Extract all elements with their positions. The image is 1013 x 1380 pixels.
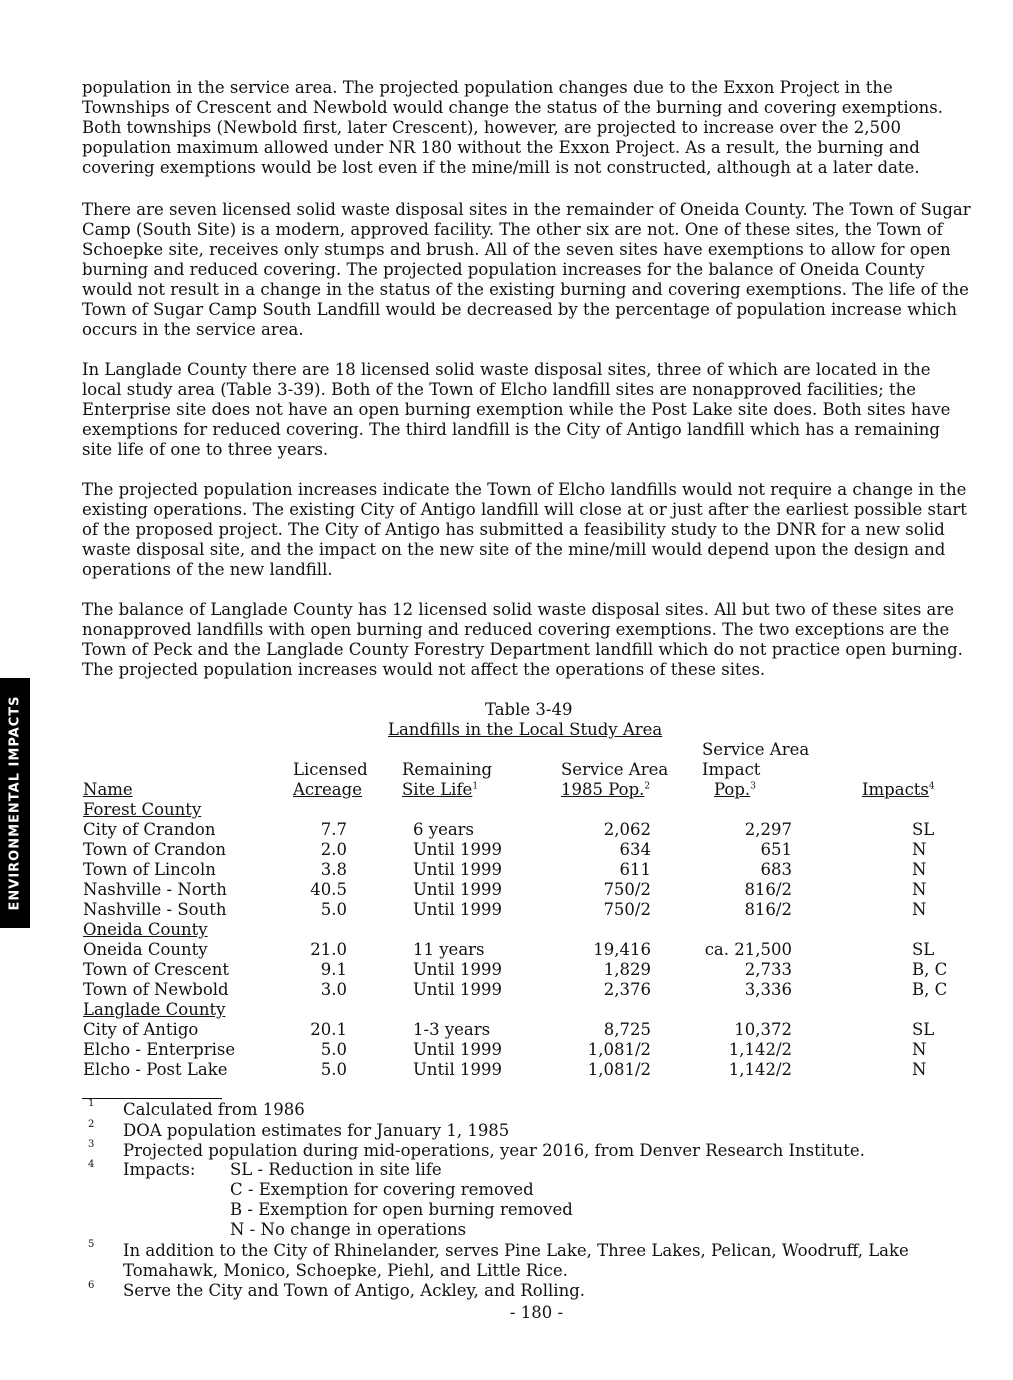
row-life: Until 1999 bbox=[413, 960, 502, 979]
paragraph-5: The balance of Langlade County has 12 licensed solid waste disposal sites. All but two of these sites are nonapproved landfills with open burning and reduced covering exemptions. The two exceptions are the Town of Peck and the Langlade County Forestry Department landfill which do not practice open burning. The projected population increases would not affect the operations of these sites. bbox=[82, 600, 963, 679]
row-impact-pop: 816/2 bbox=[744, 900, 792, 919]
row-pop: 1,829 bbox=[603, 960, 651, 979]
row-life: Until 1999 bbox=[413, 880, 502, 899]
header-impact-top2: Impact bbox=[702, 760, 761, 779]
row-impact-pop: 3,336 bbox=[744, 980, 792, 999]
row-pop: 2,376 bbox=[603, 980, 651, 999]
header-pop-top: Service Area bbox=[561, 760, 669, 779]
header-impact-pop bbox=[702, 780, 756, 800]
row-pop: 634 bbox=[619, 840, 651, 859]
side-tab-label: ENVIRONMENTAL IMPACTS bbox=[7, 695, 23, 911]
footnote-4-n: N - No change in operations bbox=[230, 1220, 467, 1239]
row-life: Until 1999 bbox=[413, 860, 502, 879]
row-acreage: 2.0 bbox=[320, 840, 347, 859]
row-name: City of Antigo bbox=[83, 1020, 199, 1039]
row-life: Until 1999 bbox=[413, 980, 502, 999]
footnote-3: Projected population during mid-operations, year 2016, from Denver Research Institute. bbox=[123, 1141, 865, 1160]
row-impacts: N bbox=[912, 840, 927, 859]
row-impact-pop: ca. 21,500 bbox=[704, 940, 792, 959]
footnote-2: DOA population estimates for January 1, 1985 bbox=[123, 1121, 510, 1140]
table-title: Landfills in the Local Study Area bbox=[388, 720, 663, 739]
header-pop-label: 1985 Pop. bbox=[561, 780, 645, 799]
row-impact-pop: 683 bbox=[760, 860, 792, 879]
row-acreage: 5.0 bbox=[320, 1060, 347, 1079]
row-name: Oneida County bbox=[83, 940, 208, 959]
row-impact-pop: 2,297 bbox=[744, 820, 792, 839]
row-name: Nashville - South bbox=[83, 900, 227, 919]
row-pop: 750/2 bbox=[603, 900, 651, 919]
row-impacts: N bbox=[912, 880, 927, 899]
row-life: 11 years bbox=[413, 940, 485, 959]
header-acreage: Acreage bbox=[293, 780, 362, 799]
row-acreage: 3.0 bbox=[320, 980, 347, 999]
header-impact-pop-sup: 3 bbox=[750, 781, 756, 792]
header-life bbox=[402, 780, 478, 800]
footnote-5-line2: Tomahawk, Monico, Schoepke, Piehl, and Little Rice. bbox=[123, 1261, 568, 1280]
row-acreage: 40.5 bbox=[310, 880, 347, 899]
footnote-6-mark: 6 bbox=[88, 1280, 95, 1291]
row-acreage: 5.0 bbox=[320, 1040, 347, 1059]
row-name: Elcho - Post Lake bbox=[83, 1060, 228, 1079]
header-life-top: Remaining bbox=[402, 760, 493, 779]
row-life: Until 1999 bbox=[413, 840, 502, 859]
header-impact-pop-label: Pop. bbox=[714, 780, 751, 799]
row-impact-pop: 1,142/2 bbox=[728, 1040, 792, 1059]
footnote-4-sl: SL - Reduction in site life bbox=[230, 1160, 442, 1179]
row-name: Town of Crescent bbox=[83, 960, 229, 979]
header-pop-sup: 2 bbox=[644, 781, 651, 792]
paragraph-1: population in the service area. The projected population changes due to the Exxon Project in the Townships of Crescent and Newbold would change the status of the burning and covering exemptions. Both townships (Newbold first, later Crescent), however, are projected to increase over the 2,500 population maximum allowed under NR 180 without the Exxon Project. As a result, the burning and covering exemptions would be lost even if the mine/mill is not constructed, although at a later date. bbox=[82, 78, 943, 177]
row-acreage: 3.8 bbox=[320, 860, 347, 879]
table-number: Table 3-49 bbox=[485, 700, 573, 719]
row-pop: 19,416 bbox=[593, 940, 651, 959]
footnote-4-mark: 4 bbox=[88, 1159, 95, 1170]
footnote-1-mark: 1 bbox=[88, 1098, 95, 1109]
row-impacts: B, C bbox=[912, 960, 948, 979]
section-side-tab bbox=[0, 678, 30, 928]
row-impact-pop: 1,142/2 bbox=[728, 1060, 792, 1079]
group-oneida-county: Oneida County bbox=[83, 920, 208, 939]
row-life: 1-3 years bbox=[413, 1020, 491, 1039]
row-life: Until 1999 bbox=[413, 900, 502, 919]
row-acreage: 20.1 bbox=[310, 1020, 347, 1039]
footnote-3-mark: 3 bbox=[88, 1139, 95, 1150]
footnote-4-b: B - Exemption for open burning removed bbox=[230, 1200, 573, 1219]
footnote-rule bbox=[82, 1098, 222, 1099]
footnote-1: Calculated from 1986 bbox=[123, 1100, 305, 1119]
row-name: Town of Newbold bbox=[83, 980, 229, 999]
row-impact-pop: 2,733 bbox=[744, 960, 792, 979]
header-life-label: Site Life bbox=[402, 780, 473, 799]
footnote-5-line1: In addition to the City of Rhinelander, serves Pine Lake, Three Lakes, Pelican, Woodruff, Lake bbox=[123, 1241, 909, 1260]
header-pop bbox=[561, 780, 650, 800]
paragraph-2: There are seven licensed solid waste disposal sites in the remainder of Oneida County. The Town of Sugar Camp (South Site) is a modern, approved facility. The other six are not. One of these sites, the Town of Schoepke site, receives only stumps and brush. All of the seven sites have exemptions to allow for open burning and reduced covering. The projected population increases for the balance of Oneida County would not result in a change in the status of the existing burning and covering exemptions. The life of the Town of Sugar Camp South Landfill would be decreased by the percentage of population increase which occurs in the service area. bbox=[82, 200, 971, 339]
row-acreage: 5.0 bbox=[320, 900, 347, 919]
row-pop: 8,725 bbox=[603, 1020, 651, 1039]
header-impacts-sup: 4 bbox=[928, 781, 935, 792]
header-name: Name bbox=[83, 780, 133, 799]
row-pop: 611 bbox=[619, 860, 651, 879]
row-impact-pop: 10,372 bbox=[734, 1020, 792, 1039]
row-acreage: 21.0 bbox=[310, 940, 347, 959]
footnote-5-mark: 5 bbox=[88, 1239, 95, 1250]
page-number: - 180 - bbox=[509, 1303, 564, 1322]
row-impacts: SL bbox=[912, 1020, 935, 1039]
row-impacts: N bbox=[912, 1060, 927, 1079]
row-life: Until 1999 bbox=[413, 1040, 502, 1059]
row-impacts: N bbox=[912, 1040, 927, 1059]
row-name: Elcho - Enterprise bbox=[83, 1040, 236, 1059]
footnote-4-c: C - Exemption for covering removed bbox=[230, 1180, 534, 1199]
header-acreage-top: Licensed bbox=[293, 760, 368, 779]
header-impacts-label: Impacts bbox=[862, 780, 929, 799]
row-name: Nashville - North bbox=[83, 880, 227, 899]
row-pop: 750/2 bbox=[603, 880, 651, 899]
row-impact-pop: 651 bbox=[760, 840, 792, 859]
row-pop: 1,081/2 bbox=[587, 1040, 651, 1059]
paragraph-4: The projected population increases indicate the Town of Elcho landfills would not require a change in the existing operations. The existing City of Antigo landfill will close at or just after the earliest possible start of the proposed project. The City of Antigo has submitted a feasibility study to the DNR for a new solid waste disposal site, and the impact on the new site of the mine/mill would depend upon the design and operations of the new landfill. bbox=[82, 480, 967, 579]
header-life-sup: 1 bbox=[472, 781, 479, 792]
row-name: Town of Lincoln bbox=[83, 860, 216, 879]
row-impacts: SL bbox=[912, 940, 935, 959]
row-impacts: SL bbox=[912, 820, 935, 839]
row-name: Town of Crandon bbox=[83, 840, 227, 859]
paragraph-3: In Langlade County there are 18 licensed solid waste disposal sites, three of which are located in the local study area (Table 3-39). Both of the Town of Elcho landfill sites are nonapproved facilities; the Enterprise site does not have an open burning exemption while the Post Lake site does. Both sites have exemptions for reduced covering. The third landfill is the City of Antigo landfill which has a remaining site life of one to three years. bbox=[82, 360, 951, 459]
row-impact-pop: 816/2 bbox=[744, 880, 792, 899]
row-pop: 1,081/2 bbox=[587, 1060, 651, 1079]
row-life: 6 years bbox=[413, 820, 475, 839]
footnote-6: Serve the City and Town of Antigo, Ackley, and Rolling. bbox=[123, 1281, 586, 1300]
header-impact-top1: Service Area bbox=[702, 740, 810, 759]
row-acreage: 9.1 bbox=[320, 960, 347, 979]
row-pop: 2,062 bbox=[603, 820, 651, 839]
row-impacts: N bbox=[912, 900, 927, 919]
row-acreage: 7.7 bbox=[320, 820, 347, 839]
row-life: Until 1999 bbox=[413, 1060, 502, 1079]
row-impacts: B, C bbox=[912, 980, 948, 999]
footnote-4-label: Impacts: bbox=[123, 1160, 196, 1179]
group-forest-county: Forest County bbox=[83, 800, 202, 819]
footnote-2-mark: 2 bbox=[88, 1119, 95, 1130]
row-impacts: N bbox=[912, 860, 927, 879]
header-impacts bbox=[862, 780, 935, 800]
group-langlade-county: Langlade County bbox=[83, 1000, 226, 1019]
row-name: City of Crandon bbox=[83, 820, 216, 839]
